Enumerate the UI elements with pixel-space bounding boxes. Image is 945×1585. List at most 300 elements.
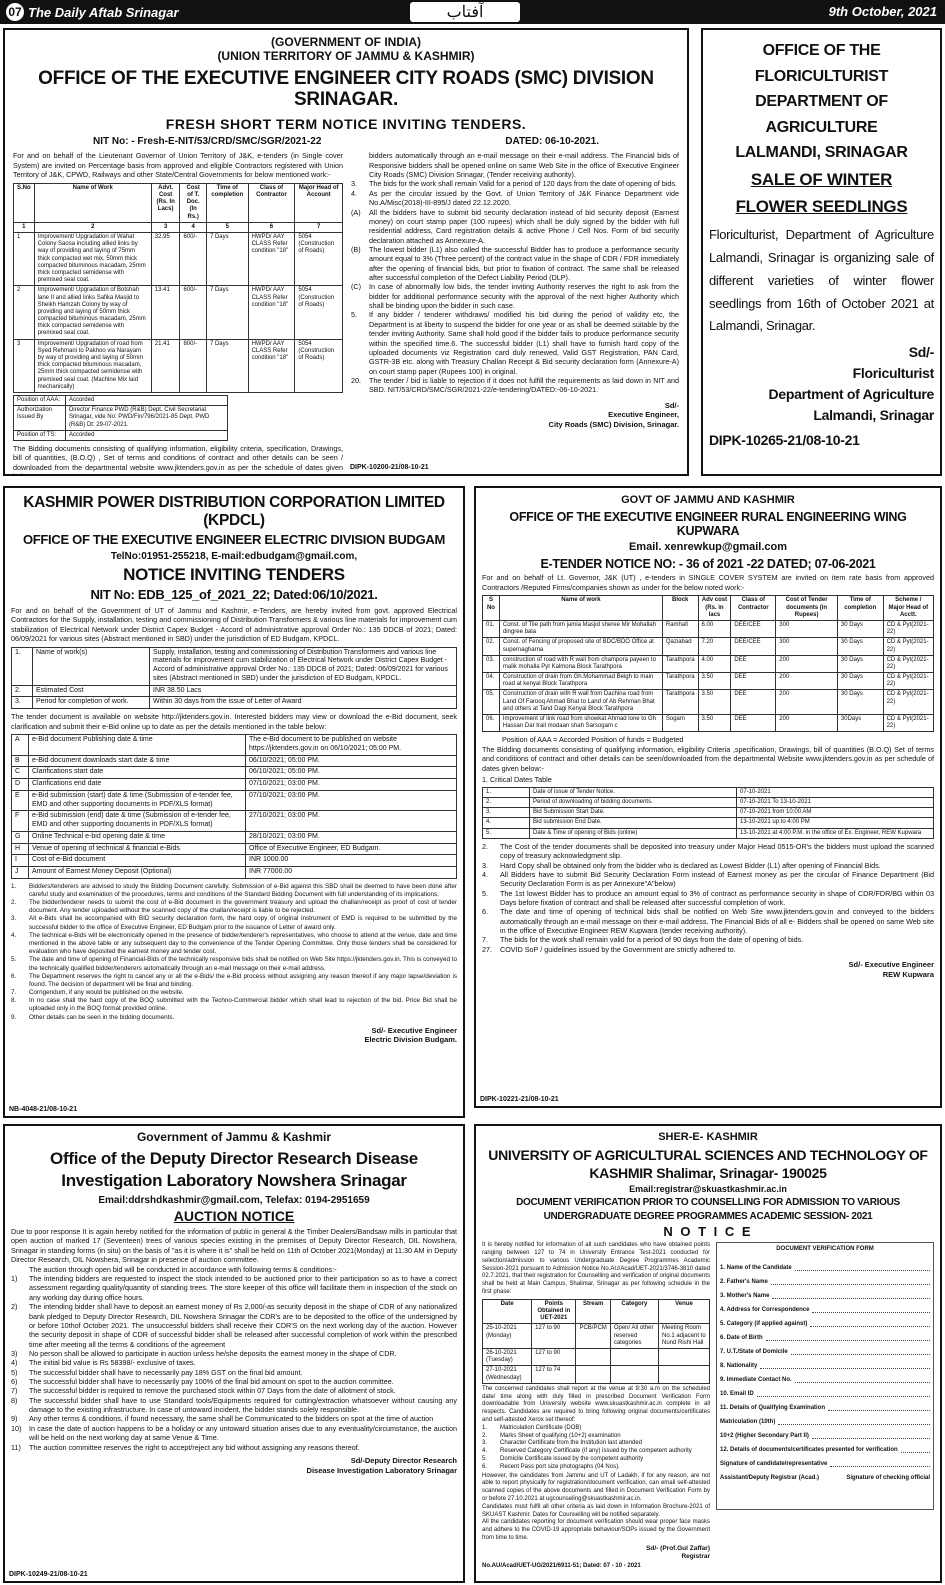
form-field-line [828,1409,930,1411]
ad3-nit: NIT No: EDB_125_of_2021_22; Dated:06/10/2021. [90,586,378,602]
clause-number: 9. [11,1013,17,1021]
clause-number [351,151,369,179]
table-cell: DEE/CEE [731,638,776,655]
ad3-org: KASHMIR POWER DISTRIBUTION CORPORATION LIMITED (KPDCL) [23,494,445,529]
table-cell: 02. [483,638,500,655]
table-cell: 07-10-2021 To 13-10-2021 [737,798,934,808]
ad1-intro: For and on behalf of the Lieutenant Governor of Union Territory of J&K, e-tenders (in Single cover System) are invited on Percentage basis from approved and eligible Contractors registered with Union Territory of J&K, CPWD, Railways and other State/Central Governments for below mentioned work:- [13,151,343,180]
table-cell: 127 to 90 [532,1349,576,1366]
ad5-office: Office of the Deputy Director Research Disease Investigation Laboratory Nowshera Srinagar [50,1148,418,1190]
form-field-label: Signature of candidate/representative [720,1461,828,1468]
table-cell: PCB/PCM [576,1324,610,1349]
table-cell: Improvement/ Upgradation of Botshah lane II and allied links Safika Masjid to Sheikh Hamzah Colony by way of providing and laying of 50mm thick compacted bituminous macadam, 25mm thick compacted semidense with premixed seal coat. [34,286,151,339]
table-row [12,735,457,756]
table-header-cell: Cost of T. Doc. (In Rs.) [180,183,206,222]
clause-number: 3. [482,1440,488,1447]
page-number: 07 [6,3,24,21]
table-cell: e-Bid submission (start) date & time (Submission of e-tender fee, EMD and other supporting documents in PDF/XLS format) [29,790,246,811]
form-field-label: 6. Date of Birth [720,1335,763,1342]
clause-number: (B) [351,244,361,254]
table-cell: 13-10-2021 up to 4:00 PM [737,818,934,828]
table-cell: 04. [483,673,500,690]
table-cell: 13.41 [151,286,180,339]
clause-text: In no case shall the hard copy of the BOQ submitted with the Techno-Commercial bidder which shall lead to rejection of the bid. Price Bid shall be uploaded only in the BOQ format provided online. [29,997,457,1013]
clause-text: The technical e-Bids will be electronically opened in the presence of bidder/tenderer's representatives, who choose to attend at the venue, date and time mentioned in the above table or any subsequent day to the convenience of the Tender Opening Committee. Only those tenders shall be considered for evaluation who have deposited the earnest money and tender cost. [29,931,457,956]
ad5-signature [11,1456,457,1476]
table-cell [610,1349,658,1366]
table-cell: CD & Pyt(2021-22) [883,690,933,715]
table-cell: 28/10/2021; 03:00 PM. [246,831,457,843]
table-cell: Improvement/ Upgradation of road from Syed Rehmani to Pakhoo via Narayam by way of providing and laying of 50mm thick compacted bituminous macadam, 25mm thick compacted semidense with premixed seal coat. (Machine Mix laid mechanically) [34,339,151,392]
form-field-label: 11. Details of Qualifying Examination [720,1405,826,1412]
table-cell: Open/ All other reserved categories [610,1324,658,1349]
clause-number: 6) [11,1377,18,1387]
clause-item [11,1443,457,1452]
ad1-dipk: DIPK-10200-21/08-10-21 [350,464,429,471]
ad1-gov: (GOVERNMENT OF INDIA) [271,35,421,49]
clause-number: 7. [482,935,488,945]
table-cell: 3. [483,808,530,818]
form-field-label: 4. Address for Correspondence [720,1307,810,1314]
clause-text: No person shall be allowed to participate in auction unless he/she deposits the earnest money in the shape of CDR. [29,1348,397,1358]
ad1-left-column [13,151,343,476]
table-cell: H [12,843,29,855]
clause-number: 27. [482,944,492,954]
table-cell: Authorization Issued By [14,406,66,431]
table-row [14,233,343,286]
table-cell: Cost of e-Bid document [29,855,246,867]
clause-text: The successful bidder shall have to necessarily pay 100% of the final bid amount on spot to the auction committee. [29,1377,394,1387]
table-cell: CD & Pyt(2021-22) [883,638,933,655]
ad1-title: FRESH SHORT TERM NOTICE INVITING TENDERS. [165,116,527,133]
form-field-label: 2. Father's Name [720,1279,768,1286]
ad4-critical-dates-table [482,787,934,839]
clause-item [11,915,457,931]
form-field [720,1327,930,1341]
clause-number: 4. [11,931,17,939]
clause-item [11,1396,457,1415]
table-cell: 21.41 [151,339,180,392]
ad3-office: OFFICE OF THE EXECUTIVE ENGINEER ELECTRIC DIVISION BUDGAM [22,531,446,547]
ad5-intro: Due to poor response It is again hereby notified for the information of public in general & the Timber Dealers/Bandsaw mills in particular that open auction of marked 17 (Seventeen) trees of various species existing in the premises of Deputy Director Research, DIL Nowshera, Srinagar in standing forms (in situ) on the basis of "as it is where it is" shall be held on 11th of October 2021(Monday) at 11:30 AM in Deputy Director Research, DIL Nowshera, Srinagar in presence of auction committee. [11,1226,457,1265]
table-cell: Venue of opening of technical & financial e-Bids [29,843,246,855]
table-cell: 7 Days [206,233,248,286]
ad-city-roads-tender [3,28,689,476]
form-field [720,1299,930,1313]
table-row [483,808,934,818]
form-field [720,1383,930,1397]
signature-line: Sd/- (Prof.Gul Zaffar) [646,1544,710,1552]
clause-number: 4. [482,1448,488,1455]
clause-number: 1. [11,882,17,890]
ad4-email: Email. xenrewkup@gmail.com [628,541,788,554]
clause-number: 5. [482,1455,488,1462]
table-cell: 27/10/2021; 03:00 PM. [246,811,457,832]
table-cell: DEE [731,655,776,672]
table-cell: 06. [483,715,500,732]
clause-text: Marks Sheet of qualifying (10+2) examination [500,1432,621,1439]
table-header-cell: 4 [180,222,206,232]
ad2-signature [709,342,934,426]
ad6-verification-form [716,1242,934,1510]
clause-text: All Bidders have to submit Bid Security Declaration Form instead of Earnest money as per the circular of Finance Department (Bid Security Declaration Form is as per Annexure"A"below) [500,869,934,889]
signature-line: Executive Engineer, [608,410,679,420]
table-cell: 06/10/2021; 05:00 PM. [246,755,457,767]
clause-text: The 1st lowest Bidder has to produce an amount equal to 3% of contract as performance security in shape of CDR/FDR/BG within 03 Days before fixation of contract and shall be released after successful completion of work. [500,888,934,907]
table-header-cell: Name of work [499,596,662,621]
clause-number: 20. [351,376,361,385]
ad6-para3: However, the candidates from Jammu and UT of Ladakh, if for any reason, are not able to report physically for registration/document verification, can email self-attested scanned copies of the above documents and filled in Document Verification Form by or before 27.10.2021 at ugcounseling@skuastkashmir.ac.in. [482,1472,710,1502]
table-cell [576,1366,610,1383]
clause-item [11,1274,457,1302]
table-cell [658,1366,709,1383]
table-cell: 3. [12,697,33,709]
table-header-cell: Advt. Cost (Rs. In Lacs) [151,183,180,222]
table-cell: Ramhall [662,620,698,637]
ad2-heading-line: DEPARTMENT OF AGRICULTURE [755,93,888,136]
table-cell: INR 77000.00 [246,867,457,879]
table-cell: Const. of Fencing of proposed site of BDC/BDO Office at supernagharna [499,638,662,655]
table-header-cell: Name of Work [34,183,151,222]
table-header-cell: S.No [14,183,35,222]
table-header-cell: Major Head of Account [295,183,343,222]
table-cell: A [12,735,29,756]
table-row [12,855,457,867]
table-row [12,867,457,879]
ad1-works-table [13,183,343,393]
table-row [12,811,457,832]
table-cell: 30 Days [837,655,883,672]
clause-item [11,899,457,915]
ad4-office: OFFICE OF THE EXECUTIVE ENGINEER RURAL ENGINEERING WING KUPWARA [509,509,907,539]
ad2-heading-line: FLOWER SEEDLINGS [735,197,908,217]
table-cell: Position of TS: [14,430,66,440]
signature-line: Department of Agriculture [768,386,934,403]
table-cell: Construction of drain from Gh.Mohammad Beigh to main road at kenyal Block Tarathpora [499,673,662,690]
table-cell: 06/10/2021; 05:00 PM. [246,767,457,779]
clause-item [482,1456,710,1464]
table-cell: INR 1000.00 [246,855,457,867]
table-cell: Clarifications end date [29,779,246,791]
ad-kpdcl-tender [3,486,465,1118]
table-header-cell: Class of Contractor [731,596,776,621]
form-field-line [812,1437,930,1439]
clause-number: 2) [11,1302,18,1312]
table-cell: Amount of Earnest Money Deposit (Optional) [29,867,246,879]
table-cell: 600/- [180,286,206,339]
clause-number: 5. [351,310,357,320]
ad5-title: AUCTION NOTICE [173,1208,295,1225]
clause-number: 1. [482,1424,488,1431]
table-header-cell: 5 [206,222,248,232]
table-cell: CD & Pyt(2021-22) [883,715,933,732]
clause-number: 4) [11,1358,18,1368]
table-cell: 6.00 [698,620,731,637]
table-cell: 30 Days [837,620,883,637]
ad4-bidding: The Bidding documents consisting of qualifying information, eligibility Criteria ,specification, Drawings, bill of quantities (B.O.Q) Set of terms and conditions of contract and other details can be seen/downloaded from the departmental Website www.jktenders.gov.in as per schedule of dates given below:- [482,744,934,773]
ad-dil-auction-notice [3,1124,465,1583]
ad6-signature [482,1545,710,1562]
ad6-form-sig: Signature of checking official [846,1475,930,1482]
table-row [483,690,934,715]
signature-line: Sd/- [908,344,934,361]
clause-item [11,1358,457,1367]
clause-text: Recent Pass port size photographs (04 Nos). [500,1463,620,1470]
clause-item [482,907,934,935]
clause-number: 11) [11,1442,21,1452]
ad4-intro: For and on behalf of Lt. Governor, J&K (UT) , e-tenders in SINGLE COVER SYSTEM are invited on item rate basis from approved Contractors /Reputed Firms/companies shown as under for the below noted work:- [482,573,934,592]
table-row [483,787,934,797]
ad6-schedule-table [482,1299,710,1384]
ad2-dipk: DIPK-10265-21/08-10-21 [709,432,860,449]
clause-text: The successful bidder is required to remove the purchased stock within 07 Days from the date of allotment of stock. [29,1386,396,1396]
table-cell: 1 [14,233,35,286]
ad1-bidding: The Bidding documents consisting of qualifying information, eligibility criteria, specification, Drawings, bill of quantities, (B.O.Q) , Set of terms and conditions of contract and other details can be seen / downloaded from the departmental website www.jktenders.gov.in as per the schedule of dates given [13,443,343,472]
ad6-para5: All the candidates reporting for document verification should wear proper face masks and adhere to the COVID-19 appropriate behaviour/SOPs issued by the Government from time to time. [482,1519,710,1541]
clause-number: 7) [11,1386,18,1396]
table-cell: 07/10/2021; 03:00 PM. [246,790,457,811]
ad-skuast-notice [474,1124,942,1583]
table-cell: DEE [731,715,776,732]
clause-text: The bids for the work shall remain Valid for a period of 120 days from the date of opening of bids. [369,179,677,189]
clause-number: 1) [11,1274,18,1284]
table-cell: e-Bid document downloads start date & time [29,755,246,767]
clause-text: The auction committee reserves the right to accept/reject any bid without assigning any reasons thereof. [29,1442,360,1452]
ad-rew-kupwara-tender [474,486,942,1108]
table-cell: Supply, installation, testing and commissioning of Distribution Transformers and various line materials for improvement cum stabilization of Electrical Network under District Capex Budget - Accord of administrative approval Order No.: 135 DDCB of 2021; Dated: 06/09/2021 for various sites (Abstract mentioned in SBD) under the jurisdiction of ED Budgam, KPDCL. [150,647,457,685]
table-cell: 5054 (Construction of Roads) [295,339,343,392]
ad1-right-clauses [351,151,679,394]
table-header-cell: Venue [658,1299,709,1324]
table-cell: 01. [483,620,500,637]
clause-number: 3) [11,1348,18,1358]
form-field-label: 8. Nationality [720,1363,758,1370]
clause-number: (C) [351,282,361,292]
clause-item [11,973,457,989]
table-cell: 7 Days [206,339,248,392]
clause-number: 8. [11,997,17,1005]
form-field [720,1453,930,1467]
signature-line: Registrar [681,1553,710,1561]
ad1-aux-table [13,395,228,441]
table-cell: 300 [776,638,838,655]
clause-number: 3. [482,860,488,870]
table-cell: 1. [12,647,33,685]
table-cell: 3.50 [698,673,731,690]
ad6-ref-no: No.AU/Acad/UET-UG/2021/6911-51; Dated: 07 - 10 - 2021 [482,1562,641,1569]
ad3-nb: NB-4048-21/08-10-21 [9,1106,78,1113]
table-cell: Accorded [65,430,227,440]
clause-number: 6. [482,907,488,917]
clause-number: (A) [351,207,361,217]
table-cell: 5054 (Construction of Roads) [295,233,343,286]
table-cell: HWPD/ AAY CLASS Refer condition "18" [248,233,295,286]
table-header-cell: 1 [14,222,35,232]
ad3-work-table [11,647,457,710]
newspaper-header [0,0,945,24]
table-row [14,339,343,392]
table-cell: Accorded [65,395,227,405]
clause-text: The tender / bid is liable to rejection if it does not fulfill the requirements as laid down in NIT and SBD. NIT/53/CRD/SMC/SGR/2021-22/e-tendering/DATED:-06-10-2021. [369,376,679,395]
clause-number: 6. [482,1463,488,1470]
clause-item [11,1014,457,1022]
table-row [12,767,457,779]
table-cell: The e-Bid document to be published on website https://jktenders.gov.in on 06/10/2021; 05:00 PM. [246,735,457,756]
clause-text: Hard Copy shall be obtained only from the bidder who is declared as Lowest Bidder (L1) after opening of Financial Bids. [500,860,881,870]
form-field-line [772,1297,930,1299]
form-field [720,1411,930,1425]
clause-item [351,189,679,208]
ad1-ut: (UNION TERRITORY OF JAMMU & KASHMIR) [217,48,475,63]
clause-item [351,310,679,376]
table-cell: 13-10-2021 at 4:00 P.M. in the office of Ex. Engineer, REW Kupwara [737,828,934,838]
clause-text: The lowest bidder (L1) also called the successful Bidder has to produce a performance security amount equal to 3% (Three percent) of the contract value in the shape of CDR / FDR immediately after the opening of financial bids, but prior to fixation of contract. The same shall be released after successful completion of the Defect Liability Period (DLP). [369,244,680,283]
table-row [14,430,228,440]
clause-text: The intending bidder shall have to deposit an earnest money of Rs 2,000/-as security deposit in the shape of CDR of any nationalized bank pledged to Deputy Director Research, DIL Nowshera Srinagar the CDR's are to be deposited to the office of the undersigned by or before 10thof October 2021. The unsuccessful bidders shall receive their CDR'S on the next working day of the auction. However the security deposit in shape of CDR of successful bidder shall be released after successful completion of work within the prescribed time after meeting all the terms & conditions of the agreement [29,1302,457,1349]
form-field [720,1271,930,1285]
clause-text: All e-Bids shall be accompanied with BID security declaration form, the hard copy of original instrument of EMD is required to be submitted by the successful bidder to the office of Executive Engineer, ED Budgam prior to the issuance of Letter of award only. [29,915,457,931]
ad1-signature [351,401,679,430]
clause-item [351,179,679,188]
form-field-label: 10+2 (Higher Secondary Part II) [720,1433,809,1440]
table-cell: Director Finance PWD (R&B) Dept. Civil Secretariat Srinagar, vide No: PWD/Fin/796/2021-85 Dept. PWD (R&B) Dt: 29-07-2021. [65,406,227,431]
table-cell: J [12,867,29,879]
clause-text: Any other terms & conditions, if found necessary, the same shall be Communicated to the bidders on spot at the time of auction [29,1414,434,1424]
table-header-cell: Block [662,596,698,621]
table-cell [658,1349,709,1366]
table-cell: INR 38.50 Lacs [150,685,457,697]
clause-item [11,1368,457,1377]
table-cell: Period for completion of work. [33,697,150,709]
table-header-cell: Class of Contractor [248,183,295,222]
table-cell: 127 to 74 [532,1366,576,1383]
table-row [483,638,934,655]
form-field-line [771,1283,930,1285]
clause-text: Corrigendum, if any would be published on the website. [29,989,184,997]
table-header-cell: Category [610,1299,658,1324]
form-field [720,1257,930,1271]
table-cell: 07-10-2021 from 10:00 AM [737,808,934,818]
ad3-tender-note: The tender document is available on website http://jktenders.gov.in. Interested bidders may view or download the e-Bid document, seek clarification and submit their e-Bid online up to date as per the details mentioned in the table below: [11,712,457,731]
clause-item [11,997,457,1013]
clause-text: The bidder/tenderer needs to submit the cost of e-Bid document in the government treasury and upload the challan/receipt as proof of cost of tender document. Any tender uploaded without the scanned copy of the challan/receipt is liable to be rejected. [29,899,457,915]
table-cell: construction of road with R wall from champora payeen to malik mohalla Pyt Kalmona Block Tarathpora [499,655,662,672]
clause-text: The date and time of opening of Financial-Bids of the technically responsive bids shall be notified on Web Site https://jktenders.gov.in. This is conveyed to the technically qualified bidder/tenderers automatically through an e-mail message on their e-mail address. [29,956,457,972]
form-field-line [795,1269,930,1271]
ad1-office: OFFICE OF THE EXECUTIVE ENGINEER CITY ROADS (SMC) DIVISION SRINAGAR. [38,67,654,111]
clause-item [11,1302,457,1349]
signature-line: Sd/- Executive Engineer [848,960,934,970]
clause-item [482,842,934,861]
ad3-contact: TelNo:01951-255218, E-mail:edbudgam@gmail.com, [110,550,358,562]
form-field-label: 9. Immediate Contact No. [720,1377,792,1384]
clause-item [482,1433,710,1441]
ad6-top: SHER-E- KASHMIR [658,1131,758,1143]
clause-text: Domicile Certificate issued by the competent authority [500,1455,644,1462]
table-row [12,647,457,685]
newspaper-name: The Daily Aftab Srinagar [28,4,179,20]
clause-item [482,889,934,908]
table-row [14,395,228,405]
form-field [720,1313,930,1327]
clause-item [11,932,457,957]
table-row [483,828,934,838]
table-header-cell: Stream [576,1299,610,1324]
table-row [12,779,457,791]
table-cell [576,1349,610,1366]
table-cell: e-Bid submission (end) date & time (Submission of e-tender fee, EMD and other supporting documents in PDF/XLS format) [29,811,246,832]
ad4-works-table [482,595,934,732]
table-cell: 30 Days [837,673,883,690]
clause-item [482,945,934,954]
table-row [12,697,457,709]
clause-text: The Cost of the tender documents shall be deposited into treasury under Major Head 0515-OR's the bidders must upload the scanned copy of treasury acknowledgment slip. [500,841,934,861]
table-cell: Date & Time of opening of Bids (online) [530,828,737,838]
table-cell: 3 [14,339,35,392]
table-row [483,620,934,637]
table-cell: D [12,779,29,791]
clause-item [11,1349,457,1358]
ad1-right-column [351,151,679,476]
ad5-conditions: The auction through open bid will be conducted in accordance with following terms & conditions:- [29,1264,337,1274]
clause-text: bidders automatically through an e-mail message on their e-mail address. The Financial bids of Responsive bidders shall be opened online on same Web Site in the office of Executive Engineer City Roads (SMC) Division Srinagar, (Tender receiving authority). [369,151,679,180]
ad3-clauses [11,883,457,1022]
table-cell: HWPD/ AAY CLASS Refer condition "18" [248,339,295,392]
table-cell: Office of Executive Engineer, ED Budgam. [246,843,457,855]
table-row [483,798,934,808]
signature-line: Disease Investigation Laboratory Srinagar [306,1465,457,1475]
table-header-cell: S No [483,596,500,621]
table-cell: Tarathpora [662,690,698,715]
clause-item [482,1464,710,1472]
ad4-crit-label: 1. Critical Dates Table [482,775,552,785]
clause-number: 10) [11,1423,22,1433]
clause-text: Character Certificate from the Institution last attended [500,1440,643,1447]
clause-number: 3. [351,179,357,189]
table-header-cell: Cost of Tender documents (in Rupees) [776,596,838,621]
table-header-cell: 6 [248,222,295,232]
table-header-cell: 3 [151,222,180,232]
table-cell: 07-10-2021 [737,787,934,797]
clause-text: As per the circular issued by the Govt. of Union Territory of J&K Finance Department vide No.A/Misc(2018)-III-895/J dated 22.12.2020. [369,188,679,208]
table-row [12,755,457,767]
clause-item [351,151,679,179]
ad6-intro: It is hereby notified for information of all such candidates who have obtained points ranging between 127 to 74 in University Entrance Test-2021 conducted for selection/admission to various Undergraduate Degree Programmes Academic Session-2021 pursuant to Admission Notice No.AU/Acad/UET-2021/3746-3810 dated 02.7.2021, that their registration for Counselling and verification of original documents shall be held at Main Campus, Shalimar, Srinagar as per following schedule in the first phase: [482,1242,710,1296]
clause-text: Reserved Category Certificate (if any) issued by the competent authority [500,1448,692,1455]
ad4-signature [482,960,934,980]
table-cell: 1. [483,787,530,797]
table-cell: 07/10/2021; 03:00 PM. [246,779,457,791]
ad6-para2: The concerned candidates shall report at the venue at 9:30 a.m on the scheduled date/ time along with duly filled in prescribed Document Verification Form downloadable from University website www.skuastkashmir.ac.in complete in all respects. Candidates are required to bring following original documents/certificates and self-attested Xerox set thereof: [482,1385,710,1423]
table-cell: e-Bid document Publishing date & time [29,735,246,756]
table-cell: Const. of Tile path from jamia Masjid sheree Mir Mohallah dingree bala [499,620,662,637]
ad6-form-foot: Assistant/Deputy Registrar (Acad.) [720,1475,820,1482]
table-cell: 27-10-2021 (Wednesday) [483,1366,532,1383]
table-cell: 127 to 90 [532,1324,576,1349]
table-cell: 200 [776,655,838,672]
form-field-line [795,1381,930,1383]
form-field [720,1439,930,1453]
ad5-email: Email:ddrshdkashmir@gmail.com, Telefax: 0194-2951659 [98,1194,370,1206]
ad2-heading-line: FLORICULTURIST [754,67,889,85]
signature-line: Sd/- Executive Engineer [371,1025,457,1035]
signature-line: Sd/-Deputy Director Research [350,1455,457,1465]
table-row [14,406,228,431]
table-cell: 5. [483,828,530,838]
clause-number: 3. [11,915,17,923]
signature-line: Sd/- [664,400,679,410]
table-cell [610,1366,658,1383]
